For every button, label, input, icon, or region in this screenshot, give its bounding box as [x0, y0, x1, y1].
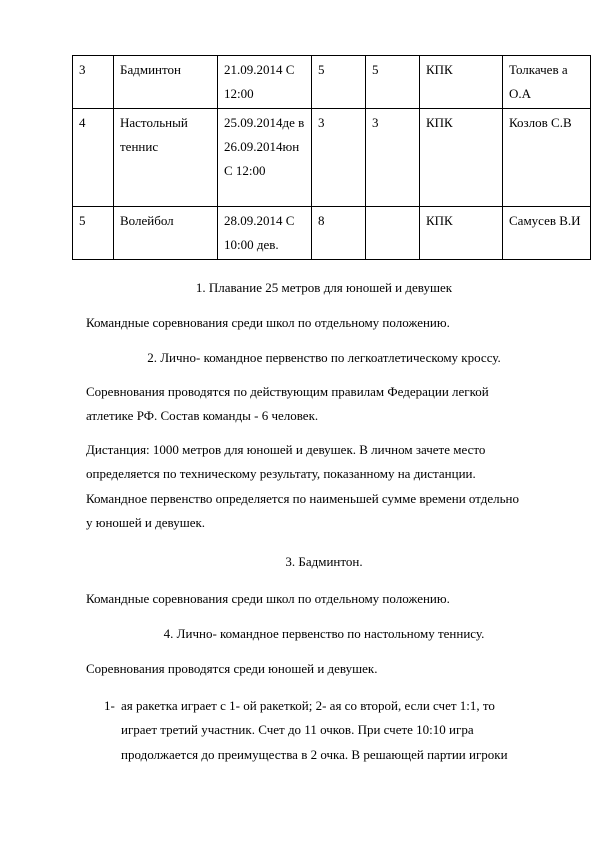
table-cell: 4: [73, 109, 114, 207]
table-cell: 5: [73, 207, 114, 260]
table-cell: Волейбол: [114, 207, 218, 260]
list-item-line: продолжается до преимущества в 2 очка. В решающей партии игроки: [121, 747, 508, 762]
table-cell: Настольный теннис: [114, 109, 218, 207]
table-cell: КПК: [420, 207, 503, 260]
table-row: [73, 109, 591, 207]
paragraph-line: атлетике РФ. Состав команды - 6 человек.: [86, 408, 319, 423]
schedule-table: [72, 55, 591, 260]
section-heading-4: 4. Лично- командное первенство по настольному теннису.: [163, 626, 485, 641]
table-cell: 28.09.2014 С 10:00 дев.: [218, 207, 312, 260]
paragraph: Командные соревнования среди школ по отдельному положению.: [86, 591, 450, 606]
table-cell: 5: [312, 56, 366, 109]
list-item-line: ая ракетка играет с 1- ой ракеткой; 2- ая со второй, если счет 1:1, то: [121, 698, 495, 713]
paragraph-line: определяется по техническому результату, показанному на дистанции.: [86, 466, 476, 481]
list-number: 1-: [104, 698, 115, 713]
table-cell: 3: [312, 109, 366, 207]
paragraph-line: Соревнования проводятся по действующим правилам Федерации легкой: [86, 384, 489, 399]
paragraph-line: Командное первенство определяется по наименьшей сумме времени отдельно: [86, 491, 519, 506]
section-heading-1: 1. Плавание 25 метров для юношей и девушек: [195, 280, 453, 295]
paragraph-line: Дистанция: 1000 метров для юношей и девушек. В личном зачете место: [86, 442, 486, 457]
table-cell: 3: [73, 56, 114, 109]
table-row: [73, 56, 591, 109]
table-cell: Козлов С.В: [503, 109, 591, 207]
table-cell: [366, 207, 420, 260]
table-cell: КПК: [420, 56, 503, 109]
section-heading-3: 3. Бадминтон.: [285, 554, 363, 569]
table-cell: Бадминтон: [114, 56, 218, 109]
table-cell: 21.09.2014 С 12:00: [218, 56, 312, 109]
table-cell: Толкачев а О.А: [503, 56, 591, 109]
paragraph: Соревнования проводятся среди юношей и девушек.: [86, 661, 378, 676]
paragraph: Командные соревнования среди школ по отдельному положению.: [86, 315, 450, 330]
table-cell: 5: [366, 56, 420, 109]
table-row: [73, 207, 591, 260]
table-cell: 8: [312, 207, 366, 260]
section-heading-2: 2. Лично- командное первенство по легкоатлетическому кроссу.: [147, 350, 501, 365]
table-cell: Самусев В.И: [503, 207, 591, 260]
table-cell: 3: [366, 109, 420, 207]
table-cell: КПК: [420, 109, 503, 207]
table-cell: 25.09.2014де в 26.09.2014юн С 12:00: [218, 109, 312, 207]
paragraph-line: у юношей и девушек.: [86, 515, 206, 530]
list-item-line: играет третий участник. Счет до 11 очков. При счете 10:10 игра: [121, 722, 474, 737]
